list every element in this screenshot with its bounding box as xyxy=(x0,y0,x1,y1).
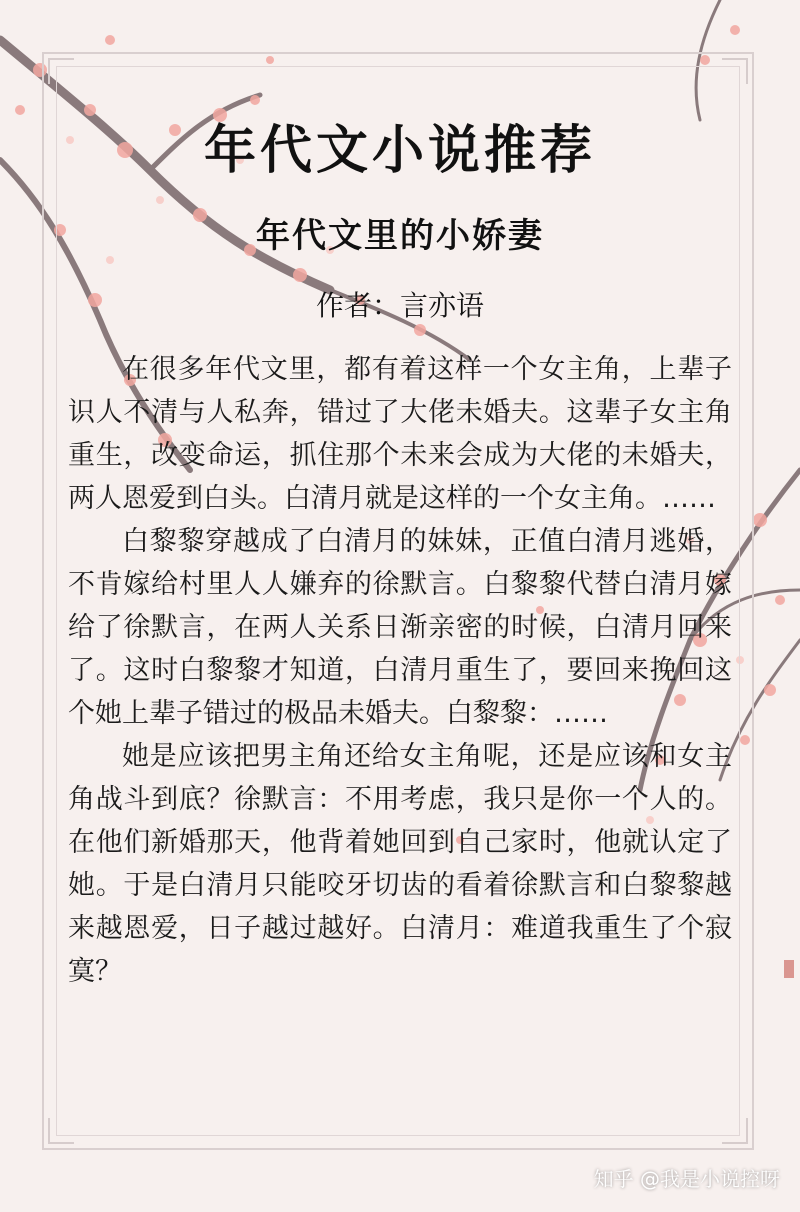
frame-corner-ornament xyxy=(48,1118,74,1144)
frame-corner-ornament xyxy=(722,58,748,84)
synopsis-paragraph: 在很多年代文里，都有着这样一个女主角，上辈子识人不清与人私奔，错过了大佬未婚夫。这辈子女主角重生，改变命运，抓住那个未来会成为大佬的未婚夫，两人恩爱到白头。白清月就是这样的一个女主角。…… xyxy=(68,354,732,514)
page-title: 年代文小说推荐 xyxy=(203,121,596,181)
synopsis-paragraph: 白黎黎穿越成了白清月的妹妹，正值白清月逃婚，不肯嫁给村里人人嫌弃的徐默言。白黎黎代替白清月嫁给了徐默言，在两人关系日渐亲密的时候，白清月回来了。这时白黎黎才知道，白清月重生了，要回来挽回这个她上辈子错过的极品未婚夫。白黎黎：…… xyxy=(68,526,732,729)
frame-corner-ornament xyxy=(722,1118,748,1144)
book-title: 年代文里的小娇妻 xyxy=(256,216,544,256)
author-line: 作者：言亦语 xyxy=(315,289,484,322)
frame-corner-ornament xyxy=(48,58,74,84)
zhihu-watermark: 知乎 @我是小说控呀 xyxy=(593,1167,780,1191)
synopsis-text xyxy=(68,348,732,993)
synopsis-paragraph: 她是应该把男主角还给女主角呢，还是应该和女主角战斗到底？徐默言：不用考虑，我只是你一个人的。在他们新婚那天，他背着她回到自己家时，他就认定了她。于是白清月只能咬牙切齿的看着徐默言和白黎黎越来越恩爱，日子越过越好。白清月：难道我重生了个寂寞？ xyxy=(68,741,732,987)
